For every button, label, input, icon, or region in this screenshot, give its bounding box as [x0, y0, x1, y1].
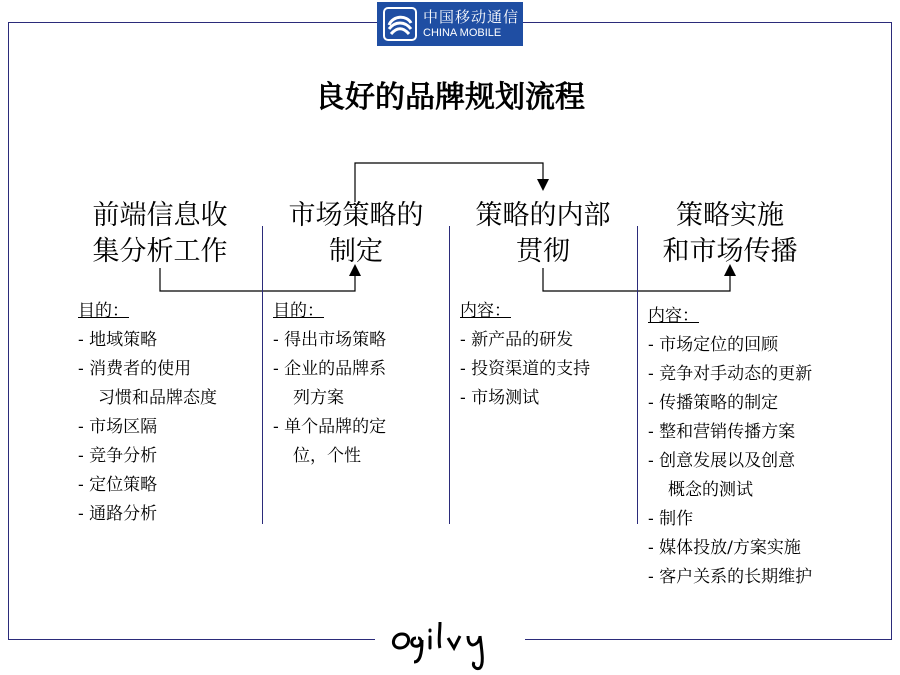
list-item: 习惯和品牌态度	[98, 388, 217, 408]
list-item: - 创意发展以及创意	[648, 451, 796, 471]
list-item: - 投资渠道的支持	[460, 359, 591, 379]
list-item: - 整和营销传播方案	[648, 422, 796, 442]
list-item: - 企业的品牌系	[273, 359, 387, 379]
stage-2	[256, 198, 456, 270]
column-header: 目的：	[78, 301, 129, 321]
list-item: - 竞争分析	[78, 446, 158, 466]
logo-english-text: CHINA MOBILE	[423, 26, 502, 39]
list-item: - 得出市场策略	[273, 330, 387, 350]
list-item: - 市场区隔	[78, 417, 158, 437]
list-item: - 客户关系的长期维护	[648, 567, 813, 587]
list-item: 位，个性	[293, 446, 361, 466]
connector-2-to-3	[355, 163, 543, 202]
stage-4	[630, 198, 830, 270]
list-item: - 通路分析	[78, 504, 158, 524]
list-item: - 制作	[648, 509, 694, 529]
divider-2	[449, 226, 450, 524]
stage-4-line1: 策略实施	[676, 200, 784, 231]
list-item: - 市场测试	[460, 388, 540, 408]
list-item: - 消费者的使用	[78, 359, 192, 379]
column-header: 目的：	[273, 301, 324, 321]
ogilvy-signature-logo	[388, 612, 513, 672]
stage-3	[443, 198, 643, 270]
page-title: 良好的品牌规划流程	[315, 80, 585, 115]
connector-1-to-2	[160, 268, 355, 291]
divider-1	[262, 226, 263, 524]
stage-2-line1: 市场策略的	[288, 200, 424, 231]
stage-2-line2: 制定	[329, 236, 383, 267]
column-3	[460, 297, 590, 413]
list-item: 概念的测试	[668, 480, 753, 500]
list-item: - 地域策略	[78, 330, 158, 350]
logo-chinese-text: 中国移动通信	[423, 7, 520, 26]
list-item: - 定位策略	[78, 475, 158, 495]
stage-1	[60, 198, 260, 270]
list-item: - 新产品的研发	[460, 330, 574, 350]
stage-1-line1: 前端信息收	[92, 200, 228, 231]
stage-3-line1: 策略的内部	[475, 200, 611, 231]
list-item: - 市场定位的回顾	[648, 335, 779, 355]
column-1	[78, 297, 217, 529]
list-item: - 媒体投放/方案实施	[648, 538, 801, 558]
column-4	[648, 302, 812, 592]
column-header: 内容：	[648, 306, 699, 326]
list-item: - 单个品牌的定	[273, 417, 387, 437]
list-item: 列方案	[293, 388, 344, 408]
stage-4-line2: 和市场传播	[662, 236, 798, 267]
divider-3	[637, 226, 638, 524]
list-item: - 竞争对手动态的更新	[648, 364, 813, 384]
column-2	[273, 297, 386, 471]
column-header: 内容：	[460, 301, 511, 321]
list-item: - 传播策略的制定	[648, 393, 779, 413]
stage-3-line2: 贯彻	[516, 236, 570, 267]
stage-1-line2: 集分析工作	[92, 236, 228, 267]
